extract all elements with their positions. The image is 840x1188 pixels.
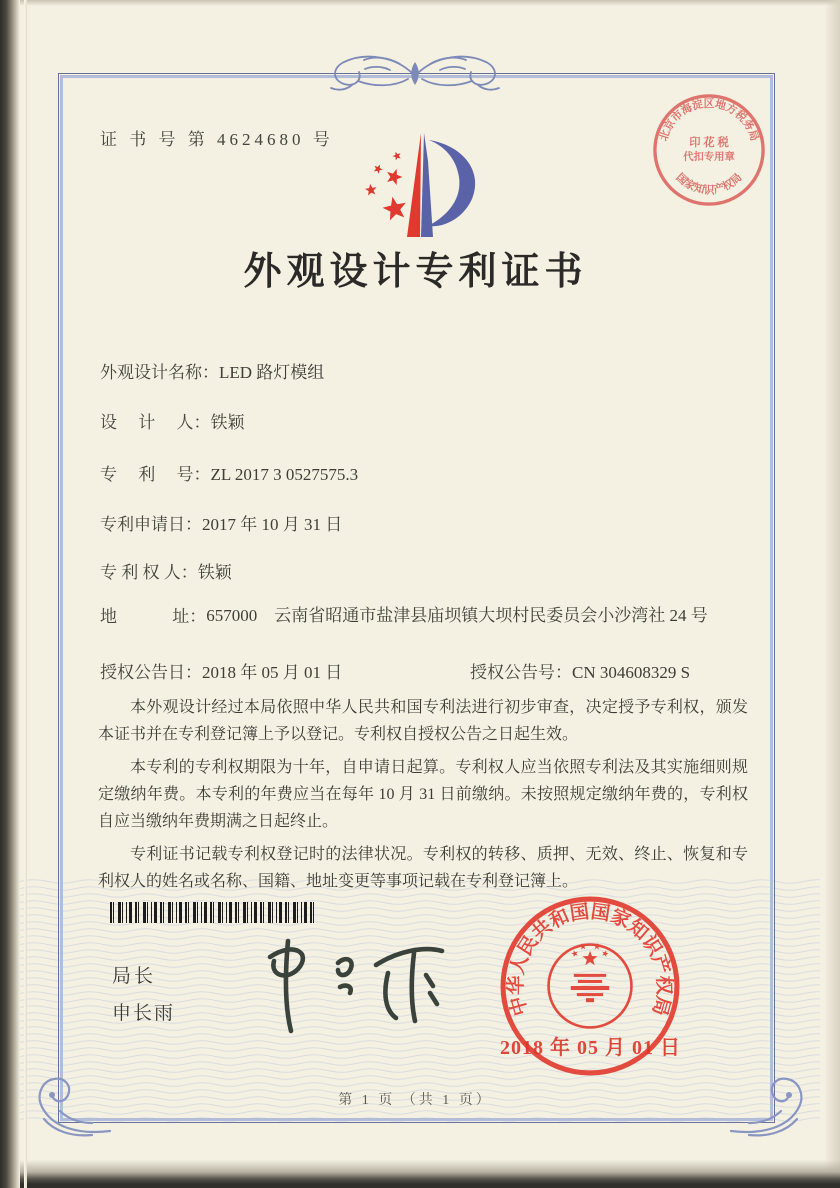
stamp-center-line2: 代扣专用章 [683,151,735,163]
field-value: 657000 云南省昭通市盐津县庙坝镇大坝村民委员会小沙湾社 24 号 [206,606,708,625]
field-value: 铁颖 [210,413,245,432]
dragon-flourish-icon [290,52,540,114]
field-label: 授权公告日： [100,663,202,682]
field-designer [100,408,245,433]
scan-edge-top [0,0,840,6]
field-design-name [100,358,324,383]
svg-text:国家知识产权局 [673,170,744,196]
seal-ring-text: 中华人民共和国国家知识产权局 [506,901,674,1018]
paragraph: 专利证书记载专利权登记时的法律状况。专利权的转移、质押、无效、终止、恢复和专利权人的姓名或名称、国籍、地址变更等事项记载在专利登记簿上。 [98,846,748,890]
national-emblem-icon [549,943,632,1028]
cnipa-logo-icon [333,127,513,245]
field-label: 专 利 权 人： [100,563,198,582]
page-indicator: 第 1 页 （共 1 页） [338,1093,493,1108]
field-label: 授权公告号： [470,663,572,682]
paper-crease [24,0,27,1188]
stamp-arc-bottom-text: 国家知识产权局 [673,171,745,197]
certificate-title: 外观设计专利证书 [243,251,588,293]
corner-flourish-icon [26,1073,112,1145]
svg-text:北京市海淀区地方税务局 [657,96,762,143]
scan-edge-left [0,0,20,1188]
scan-edge-bottom [0,1160,840,1188]
barcode [110,902,316,923]
field-label: 专利申请日： [100,515,202,534]
field-value: LED 路灯模组 [219,363,325,382]
scan-edge-right [824,0,840,1188]
certificate-number: 证 书 号 第 4624680 号 [100,130,334,149]
field-grant-number [470,658,690,683]
signer-name: 申长雨 [112,1003,176,1024]
legal-text-block [98,694,748,901]
field-patentee [100,558,232,583]
field-address [100,602,708,630]
corner-flourish-icon [729,1073,815,1145]
field-value: ZL 2017 3 0527575.3 [210,465,359,484]
field-label: 外观设计名称： [100,363,219,382]
field-grant-date [100,658,691,683]
field-value: 铁颖 [197,563,232,582]
field-label: 专 利 号： [100,465,211,484]
stamp-arc-top-text: 北京市海淀区地方税务局 [657,97,761,143]
field-filing-date [100,510,342,535]
tax-stamp-seal-icon [650,91,768,209]
field-value: 2018 年 05 月 01 日 [202,663,343,682]
field-value: 2017 年 10 月 31 日 [202,515,343,534]
field-label: 地 址： [100,607,207,626]
field-label: 设 计 人： [100,413,211,432]
field-value: CN 304608329 S [572,663,691,682]
paragraph: 本专利的专利权期限为十年，自申请日起算。专利权人应当依照专利法及其实施细则规定缴纳年费。本专利的年费应当在每年 10 月 31 日前缴纳。未按照规定缴纳年费的，专利权自应当缴纳年费期满之日起终止。 [98,759,748,830]
signer-title: 局长 [112,966,157,987]
field-patent-number [100,460,358,485]
seal-date: 2018 年 05 月 01 日 [500,1037,681,1059]
paragraph: 本外观设计经过本局依照中华人民共和国专利法进行初步审查，决定授予专利权，颁发本证书并在专利登记簿上予以登记。专利权自授权公告之日起生效。 [98,699,748,743]
stamp-center-line1: 印 花 税 [689,137,729,150]
handwritten-signature-icon [228,933,463,1038]
